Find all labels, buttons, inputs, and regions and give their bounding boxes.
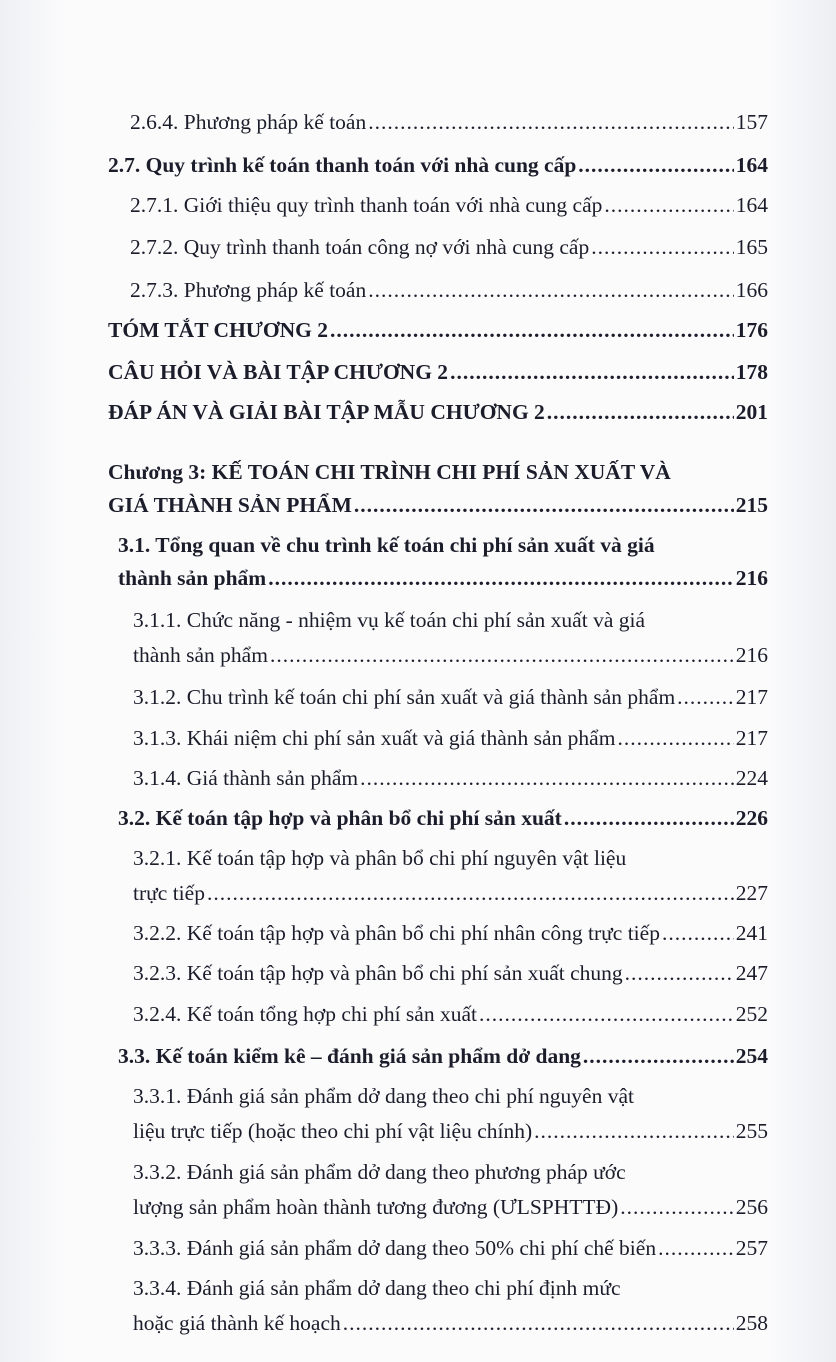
toc-entry-title: hoặc giá thành kế hoạch xyxy=(133,1311,341,1335)
page-number: 256 xyxy=(735,1195,768,1219)
toc-entry-title: GIÁ THÀNH SẢN PHẨM xyxy=(108,493,352,517)
toc-entry xyxy=(133,1309,768,1337)
toc-entry xyxy=(130,191,768,219)
page-number: 252 xyxy=(735,1002,768,1026)
page-number: 164 xyxy=(735,193,768,217)
dot-leader xyxy=(360,764,734,792)
page-number: 217 xyxy=(735,726,768,750)
page-number: 216 xyxy=(735,643,768,667)
dot-leader xyxy=(677,683,734,711)
toc-entry-title: 3.2. Kế toán tập hợp và phân bổ chi phí sản xuất xyxy=(118,806,562,830)
dot-leader xyxy=(534,1117,734,1145)
toc-entry-title: trực tiếp xyxy=(133,881,205,905)
toc-entry-title: 3.1.3. Khái niệm chi phí sản xuất và giá thành sản phẩm xyxy=(133,726,616,750)
toc-entry xyxy=(118,1042,768,1070)
page-number: 258 xyxy=(735,1311,768,1335)
toc-entry-text: Chương 3: KẾ TOÁN CHI TRÌNH CHI PHÍ SẢN XUẤT VÀ xyxy=(108,460,671,484)
toc-entry-title: 3.3.3. Đánh giá sản phẩm dở dang theo 50% chi phí chế biến xyxy=(133,1236,657,1260)
toc-entry xyxy=(108,398,768,426)
toc-entry xyxy=(133,1117,768,1145)
page-number: 247 xyxy=(735,961,768,985)
toc-entry-title: 3.2.2. Kế toán tập hợp và phân bổ chi phí nhân công trực tiếp xyxy=(133,921,660,945)
dot-leader xyxy=(617,724,733,752)
dot-leader xyxy=(354,491,734,519)
dot-leader xyxy=(270,641,734,669)
dot-leader xyxy=(620,1193,734,1221)
toc-entry-title: liệu trực tiếp (hoặc theo chi phí vật liệu chính) xyxy=(133,1119,533,1143)
toc-entry xyxy=(133,1193,768,1221)
toc-entry xyxy=(133,959,768,987)
toc-entry-text: 3.3.1. Đánh giá sản phẩm dở dang theo chi phí nguyên vật xyxy=(133,1084,634,1108)
page-number: 215 xyxy=(735,493,768,517)
toc-entry xyxy=(133,724,768,752)
toc-entry-title: 3.2.3. Kế toán tập hợp và phân bổ chi phí sản xuất chung xyxy=(133,961,623,985)
dot-leader xyxy=(343,1309,734,1337)
toc-entry-title: 3.2.4. Kế toán tổng hợp chi phí sản xuất xyxy=(133,1002,477,1026)
page-number: 166 xyxy=(735,278,768,302)
page-number: 217 xyxy=(735,685,768,709)
toc-entry-line xyxy=(118,531,768,559)
page-number: 164 xyxy=(735,153,768,177)
page-number: 216 xyxy=(735,566,768,590)
dot-leader xyxy=(658,1234,734,1262)
toc-entry-text: 3.1.1. Chức năng - nhiệm vụ kế toán chi phí sản xuất và giá xyxy=(133,608,646,632)
toc-entry-text: 3.1. Tổng quan về chu trình kế toán chi phí sản xuất và giá xyxy=(118,533,655,557)
dot-leader xyxy=(450,358,734,386)
toc-entry-text: 3.3.2. Đánh giá sản phẩm dở dang theo phương pháp ước xyxy=(133,1160,626,1184)
toc-entry-title: TÓM TẮT CHƯƠNG 2 xyxy=(108,318,328,342)
toc-entry-title: 2.7.1. Giới thiệu quy trình thanh toán với nhà cung cấp xyxy=(130,193,603,217)
dot-leader xyxy=(662,919,734,947)
toc-entry-text: 3.2.1. Kế toán tập hợp và phân bổ chi phí nguyên vật liệu xyxy=(133,846,627,870)
page-number: 226 xyxy=(735,806,768,830)
toc-entry-title: lượng sản phẩm hoàn thành tương đương (ƯLSPHTTĐ) xyxy=(133,1195,619,1219)
page-number: 157 xyxy=(735,110,768,134)
toc-entry xyxy=(118,564,768,592)
toc-entry-title: ĐÁP ÁN VÀ GIẢI BÀI TẬP MẪU CHƯƠNG 2 xyxy=(108,400,545,424)
toc-entry xyxy=(133,879,768,907)
page-number: 165 xyxy=(735,235,768,259)
page-number: 241 xyxy=(735,921,768,945)
toc-entry xyxy=(133,764,768,792)
dot-leader xyxy=(330,316,734,344)
toc-entry-text: 3.3.4. Đánh giá sản phẩm dở dang theo chi phí định mức xyxy=(133,1276,621,1300)
toc-entry xyxy=(108,358,768,386)
dot-leader xyxy=(583,1042,734,1070)
toc-entry xyxy=(133,1000,768,1028)
page-number: 255 xyxy=(735,1119,768,1143)
toc-entry-title: 2.7.2. Quy trình thanh toán công nợ với nhà cung cấp xyxy=(130,235,590,259)
toc-entry-line xyxy=(133,844,768,872)
toc-entry xyxy=(108,151,768,179)
toc-entry-line xyxy=(133,606,768,634)
toc-entry-title: thành sản phẩm xyxy=(118,566,267,590)
toc-entry-line xyxy=(133,1082,768,1110)
toc-entry-title: 3.1.4. Giá thành sản phẩm xyxy=(133,766,359,790)
dot-leader xyxy=(368,108,734,136)
toc-entry-title: 2.6.4. Phương pháp kế toán xyxy=(130,110,367,134)
dot-leader xyxy=(207,879,734,907)
toc-entry-title: thành sản phẩm xyxy=(133,643,268,667)
dot-leader xyxy=(479,1000,734,1028)
toc-entry xyxy=(133,1234,768,1262)
dot-leader xyxy=(564,804,734,832)
dot-leader xyxy=(604,191,733,219)
toc-entry xyxy=(108,491,768,519)
page-number: 227 xyxy=(735,881,768,905)
dot-leader xyxy=(591,233,734,261)
page-number: 176 xyxy=(735,318,768,342)
toc-entry xyxy=(133,641,768,669)
toc-entry-line xyxy=(108,458,768,486)
dot-leader xyxy=(368,276,734,304)
page-number: 254 xyxy=(735,1044,768,1068)
toc-entry xyxy=(118,804,768,832)
toc-entry xyxy=(108,316,768,344)
page-number: 257 xyxy=(735,1236,768,1260)
toc-entry xyxy=(130,233,768,261)
dot-leader xyxy=(547,398,734,426)
toc-entry xyxy=(130,108,768,136)
toc-entry-title: 2.7. Quy trình kế toán thanh toán với nhà cung cấp xyxy=(108,153,577,177)
toc-entry-line xyxy=(133,1274,768,1302)
dot-leader xyxy=(578,151,733,179)
toc-entry xyxy=(133,683,768,711)
page-number: 224 xyxy=(735,766,768,790)
page-number: 178 xyxy=(735,360,768,384)
toc-entry-title: 3.3. Kế toán kiểm kê – đánh giá sản phẩm dở dang xyxy=(118,1044,581,1068)
dot-leader xyxy=(625,959,734,987)
toc-entry-title: CÂU HỎI VÀ BÀI TẬP CHƯƠNG 2 xyxy=(108,360,449,384)
toc-entry-title: 2.7.3. Phương pháp kế toán xyxy=(130,278,367,302)
toc-entry-title: 3.1.2. Chu trình kế toán chi phí sản xuất và giá thành sản phẩm xyxy=(133,685,676,709)
toc-entry-line xyxy=(133,1158,768,1186)
dot-leader xyxy=(268,564,734,592)
toc-entry xyxy=(130,276,768,304)
page-number: 201 xyxy=(735,400,768,424)
toc-entry xyxy=(133,919,768,947)
